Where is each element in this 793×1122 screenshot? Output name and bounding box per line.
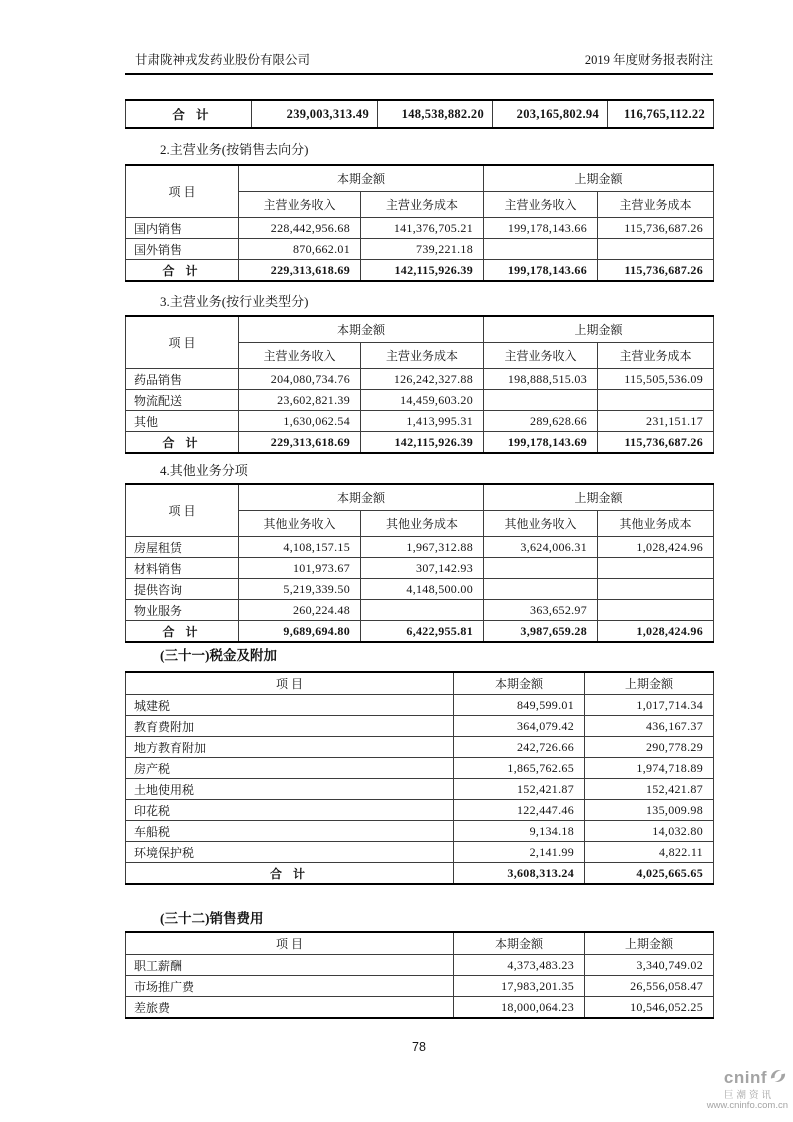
table-row: [126, 955, 714, 976]
cell-value: 142,115,926.39: [361, 260, 484, 282]
swoosh-icon: [768, 1066, 788, 1091]
cell-value: 9,689,694.80: [239, 621, 361, 643]
cell-value: 739,221.18: [361, 239, 484, 260]
cell-value: 228,442,956.68: [239, 218, 361, 239]
cell-value: 870,662.01: [239, 239, 361, 260]
sub-header-cell: 其他业务成本: [361, 511, 484, 537]
row-label: 市场推广费: [126, 976, 454, 997]
table-row: [126, 821, 714, 842]
cell-value: 1,017,714.34: [585, 695, 714, 716]
cell-value: [484, 239, 598, 260]
row-label: 土地使用税: [126, 779, 454, 800]
cell-value: 116,765,112.22: [608, 100, 714, 128]
sub-header-cell: 主营业务收入: [239, 192, 361, 218]
main-business-by-industry-table: [125, 315, 714, 454]
cell-value: 14,032.80: [585, 821, 714, 842]
logo-brand-line: [668, 1066, 788, 1091]
cell-value: 229,313,618.69: [239, 432, 361, 454]
cell-value: 135,009.98: [585, 800, 714, 821]
cell-value: [484, 558, 598, 579]
row-label: 车船税: [126, 821, 454, 842]
cell-value: 148,538,882.20: [378, 100, 493, 128]
row-label: 职工薪酬: [126, 955, 454, 976]
cell-value: 307,142.93: [361, 558, 484, 579]
logo-name: 巨潮资讯: [723, 1089, 774, 1101]
cell-value: 18,000,064.23: [454, 997, 585, 1019]
cell-value: 115,736,687.26: [598, 260, 714, 282]
section-heading-main-business-by-industry: 3.主营业务(按行业类型分): [160, 294, 309, 309]
prior-period-header-cell: 上期金额: [585, 932, 714, 955]
company-name: 甘肃陇神戎发药业股份有限公司: [135, 53, 311, 67]
table-row: [126, 779, 714, 800]
row-label: 其他: [126, 411, 239, 432]
prior-period-header-cell: 上期金额: [484, 316, 714, 343]
cell-value: 436,167.37: [585, 716, 714, 737]
cell-value: 6,422,955.81: [361, 621, 484, 643]
prior-period-header-cell: 上期金额: [484, 484, 714, 511]
sub-header-cell: 主营业务成本: [361, 343, 484, 369]
row-label: 环境保护税: [126, 842, 454, 863]
cell-value: 26,556,058.47: [585, 976, 714, 997]
table-row: [126, 239, 714, 260]
item-header-cell: 项 目: [126, 316, 239, 369]
item-header-cell: 项 目: [126, 484, 239, 537]
cell-value: 363,652.97: [484, 600, 598, 621]
cell-value: [484, 390, 598, 411]
row-label: 城建税: [126, 695, 454, 716]
total-label: 合 计: [126, 621, 239, 643]
table-header-row: [126, 672, 714, 695]
cell-value: 3,608,313.24: [454, 863, 585, 885]
cell-value: [361, 600, 484, 621]
table-row: [126, 369, 714, 390]
section-heading-taxes-and-surcharges: (三十一)税金及附加: [160, 648, 277, 663]
table-row: [126, 976, 714, 997]
other-business-table: [125, 483, 714, 643]
cell-value: 4,822.11: [585, 842, 714, 863]
table-row: [126, 737, 714, 758]
page-number: 78: [412, 1040, 426, 1054]
cell-value: 1,028,424.96: [598, 537, 714, 558]
total-row: [126, 432, 714, 454]
row-label: 国外销售: [126, 239, 239, 260]
current-period-header-cell: 本期金额: [454, 932, 585, 955]
table-row: [126, 842, 714, 863]
cell-value: 260,224.48: [239, 600, 361, 621]
cell-value: [598, 579, 714, 600]
sub-header-cell: 主营业务收入: [484, 192, 598, 218]
table-row: [126, 600, 714, 621]
row-label: 差旅费: [126, 997, 454, 1019]
table-row: [126, 558, 714, 579]
table-row: [126, 411, 714, 432]
sub-header-cell: 主营业务收入: [484, 343, 598, 369]
cell-value: 141,376,705.21: [361, 218, 484, 239]
cell-value: 9,134.18: [454, 821, 585, 842]
cell-value: 115,736,687.26: [598, 432, 714, 454]
cell-value: 101,973.67: [239, 558, 361, 579]
cell-value: 23,602,821.39: [239, 390, 361, 411]
table-row: [126, 579, 714, 600]
cell-value: 152,421.87: [454, 779, 585, 800]
item-header-cell: 项 目: [126, 672, 454, 695]
row-label: 国内销售: [126, 218, 239, 239]
cell-value: 4,108,157.15: [239, 537, 361, 558]
cell-value: 3,340,749.02: [585, 955, 714, 976]
table-header-row: [126, 932, 714, 955]
cell-value: 1,630,062.54: [239, 411, 361, 432]
cell-value: 126,242,327.88: [361, 369, 484, 390]
page-header: [125, 50, 713, 75]
cell-value: 364,079.42: [454, 716, 585, 737]
sub-header-cell: 主营业务成本: [598, 192, 714, 218]
cell-value: 203,165,802.94: [493, 100, 608, 128]
item-header-cell: 项 目: [126, 932, 454, 955]
current-period-header-cell: 本期金额: [239, 165, 484, 192]
cell-value: 198,888,515.03: [484, 369, 598, 390]
total-label: 合 计: [126, 432, 239, 454]
cell-value: 1,413,995.31: [361, 411, 484, 432]
row-label: 提供咨询: [126, 579, 239, 600]
table-header-row: [126, 165, 714, 192]
current-period-header-cell: 本期金额: [239, 484, 484, 511]
row-label: 药品销售: [126, 369, 239, 390]
section-heading-other-business: 4.其他业务分项: [160, 463, 248, 478]
cell-value: 142,115,926.39: [361, 432, 484, 454]
cell-value: 14,459,603.20: [361, 390, 484, 411]
row-label: 房屋租赁: [126, 537, 239, 558]
table-row: [126, 390, 714, 411]
total-row: [126, 863, 714, 885]
table-row: [126, 716, 714, 737]
selling-expenses-table: [125, 931, 714, 1019]
total-label: 合 计: [126, 863, 454, 885]
sub-header-cell: 其他业务成本: [598, 511, 714, 537]
carryover-total-table: [125, 99, 714, 129]
report-title: 2019 年度财务报表附注: [584, 53, 713, 67]
cell-value: 199,178,143.66: [484, 260, 598, 282]
cell-value: 242,726.66: [454, 737, 585, 758]
total-label: 合 计: [126, 260, 239, 282]
current-period-header-cell: 本期金额: [454, 672, 585, 695]
cell-value: 2,141.99: [454, 842, 585, 863]
cell-value: [598, 239, 714, 260]
cell-value: 3,624,006.31: [484, 537, 598, 558]
cell-value: 4,373,483.23: [454, 955, 585, 976]
total-label: 合 计: [126, 100, 252, 128]
row-label: 地方教育附加: [126, 737, 454, 758]
cell-value: 289,628.66: [484, 411, 598, 432]
cell-value: 122,447.46: [454, 800, 585, 821]
cell-value: [598, 600, 714, 621]
table-row: [126, 758, 714, 779]
total-row: [126, 260, 714, 282]
current-period-header-cell: 本期金额: [239, 316, 484, 343]
cell-value: 1,967,312.88: [361, 537, 484, 558]
sub-header-cell: 主营业务收入: [239, 343, 361, 369]
cell-value: 231,151.17: [598, 411, 714, 432]
cell-value: [598, 558, 714, 579]
row-label: 物流配送: [126, 390, 239, 411]
sub-header-cell: 主营业务成本: [361, 192, 484, 218]
cell-value: 199,178,143.69: [484, 432, 598, 454]
cell-value: 4,148,500.00: [361, 579, 484, 600]
cell-value: 849,599.01: [454, 695, 585, 716]
row-label: 材料销售: [126, 558, 239, 579]
cell-value: 152,421.87: [585, 779, 714, 800]
table-header-row: [126, 484, 714, 511]
row-label: 印花税: [126, 800, 454, 821]
sub-header-cell: 其他业务收入: [484, 511, 598, 537]
cell-value: 3,987,659.28: [484, 621, 598, 643]
total-row: [126, 621, 714, 643]
cell-value: [484, 579, 598, 600]
sub-header-cell: 主营业务成本: [598, 343, 714, 369]
cell-value: [598, 390, 714, 411]
sub-header-cell: 其他业务收入: [239, 511, 361, 537]
table-row: [126, 997, 714, 1019]
table-header-row: [126, 316, 714, 343]
table-row: [126, 695, 714, 716]
cell-value: 204,080,734.76: [239, 369, 361, 390]
logo-brand: cninf: [723, 1067, 767, 1087]
row-label: 房产税: [126, 758, 454, 779]
cell-value: 1,865,762.65: [454, 758, 585, 779]
cell-value: 199,178,143.66: [484, 218, 598, 239]
section-heading-main-business-by-destination: 2.主营业务(按销售去向分): [160, 142, 309, 157]
cell-value: 115,736,687.26: [598, 218, 714, 239]
cell-value: 1,974,718.89: [585, 758, 714, 779]
cell-value: 10,546,052.25: [585, 997, 714, 1019]
cell-value: 290,778.29: [585, 737, 714, 758]
section-heading-selling-expenses: (三十二)销售费用: [160, 911, 264, 926]
cell-value: 4,025,665.65: [585, 863, 714, 885]
cell-value: 115,505,536.09: [598, 369, 714, 390]
cell-value: 1,028,424.96: [598, 621, 714, 643]
main-business-by-destination-table: [125, 164, 714, 282]
cell-value: 229,313,618.69: [239, 260, 361, 282]
table-row: [126, 218, 714, 239]
carryover-total-row: [126, 100, 714, 128]
cninfo-logo: [668, 1066, 788, 1111]
taxes-and-surcharges-table: [125, 671, 714, 885]
table-row: [126, 800, 714, 821]
item-header-cell: 项 目: [126, 165, 239, 218]
prior-period-header-cell: 上期金额: [585, 672, 714, 695]
table-row: [126, 537, 714, 558]
cell-value: 5,219,339.50: [239, 579, 361, 600]
row-label: 教育费附加: [126, 716, 454, 737]
prior-period-header-cell: 上期金额: [484, 165, 714, 192]
logo-url: www.cninfo.com.cn: [706, 1100, 788, 1112]
cell-value: 239,003,313.49: [252, 100, 378, 128]
row-label: 物业服务: [126, 600, 239, 621]
cell-value: 17,983,201.35: [454, 976, 585, 997]
